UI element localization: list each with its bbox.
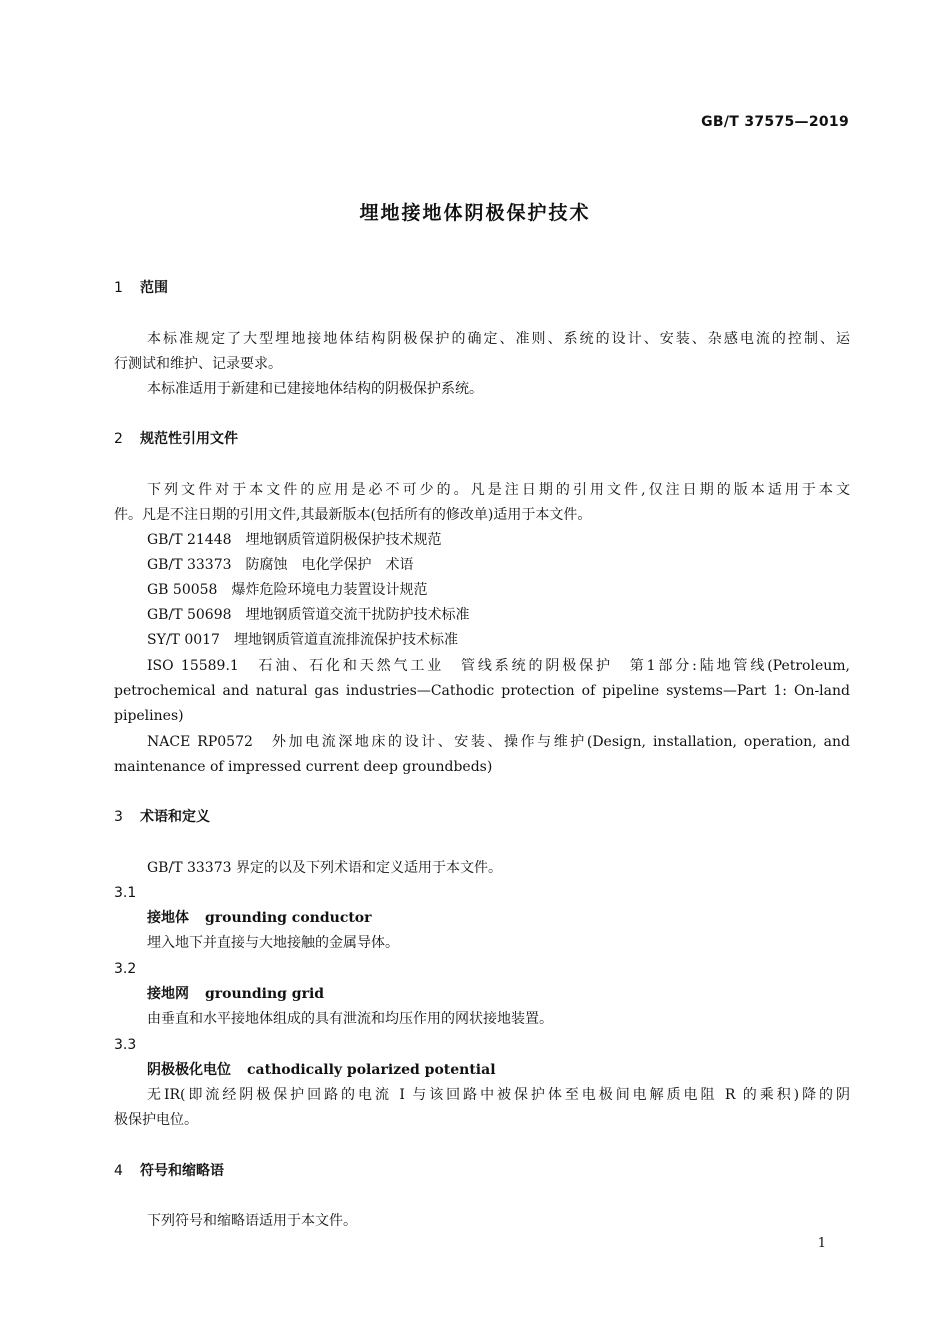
term-entry xyxy=(147,1060,496,1080)
paragraph-line: 下列文件对于本文件的应用是必不可少的。凡是注日期的引用文件,仅注日期的版本适用于本文 xyxy=(147,482,850,498)
reference-item xyxy=(147,530,442,550)
section-title: 符号和缩略语 xyxy=(140,1163,224,1179)
term-definition: 埋入地下并直接与大地接触的金属导体。 xyxy=(147,935,399,951)
reference-title: 埋地钢质管道阴极保护技术规范 xyxy=(245,532,442,548)
reference-title: 埋地钢质管道直流排流保护技术标准 xyxy=(233,632,458,648)
term-number: 3.1 xyxy=(114,885,137,901)
page-number: 1 xyxy=(817,1236,826,1251)
section-title: 术语和定义 xyxy=(140,809,210,825)
section-heading-symbols xyxy=(114,1161,224,1181)
term-chinese: 接地体 xyxy=(147,910,189,926)
term-number: 3.3 xyxy=(114,1037,137,1053)
reference-title: 防腐蚀 电化学保护 术语 xyxy=(245,557,414,573)
reference-code: GB 50058 xyxy=(147,582,218,598)
paragraph-line: 本标准规定了大型埋地接地体结构阴极保护的确定、准则、系统的设计、安装、杂感电流的控制、运 xyxy=(147,331,850,347)
reference-item xyxy=(147,555,414,575)
paragraph-line: 件。凡是不注日期的引用文件,其最新版本(包括所有的修改单)适用于本文件。 xyxy=(114,507,592,523)
section-heading-normative-references xyxy=(114,429,238,449)
reference-item-nace-line: NACE RP0572 外加电流深地床的设计、安装、操作与维护(Design, installation, operation, and xyxy=(147,734,850,750)
reference-item-iso-line: ISO 15589.1 石油、石化和天然气工业 管线系统的阴极保护 第1部分:陆地管线(Petroleum, xyxy=(147,658,850,674)
section-title: 规范性引用文件 xyxy=(140,431,238,447)
term-english: grounding conductor xyxy=(205,910,372,926)
reference-item-iso-line: pipelines) xyxy=(114,708,184,724)
term-definition: 无IR(即流经阴极保护回路的电流 I 与该回路中被保护体至电极间电解质电阻 R 的乘积)降的阴 xyxy=(147,1087,850,1103)
reference-item xyxy=(147,630,458,650)
reference-code: GB/T 50698 xyxy=(147,607,232,623)
section-number: 1 xyxy=(114,280,123,296)
term-chinese: 接地网 xyxy=(147,986,189,1002)
paragraph-line: 行测试和维护、记录要求。 xyxy=(114,356,282,372)
term-entry xyxy=(147,908,372,928)
term-entry xyxy=(147,984,324,1004)
paragraph-line: 本标准适用于新建和已建接地体结构的阴极保护系统。 xyxy=(147,381,483,397)
section-title: 范围 xyxy=(140,280,168,296)
reference-code: SY/T 0017 xyxy=(147,632,220,648)
reference-title: 爆炸危险环境电力装置设计规范 xyxy=(231,582,428,598)
paragraph-line: GB/T 33373 界定的以及下列术语和定义适用于本文件。 xyxy=(147,860,502,876)
reference-code: GB/T 33373 xyxy=(147,557,232,573)
paragraph-line: 下列符号和缩略语适用于本文件。 xyxy=(147,1213,357,1229)
document-code: GB/T 37575—2019 xyxy=(701,114,849,130)
term-definition: 由垂直和水平接地体组成的具有泄流和均压作用的网状接地装置。 xyxy=(147,1011,553,1027)
section-number: 4 xyxy=(114,1163,123,1179)
reference-item xyxy=(147,580,427,600)
reference-title: 埋地钢质管道交流干扰防护技术标准 xyxy=(245,607,470,623)
term-english: grounding grid xyxy=(205,986,325,1002)
term-english: cathodically polarized potential xyxy=(247,1062,496,1078)
term-number: 3.2 xyxy=(114,961,137,977)
reference-item-iso-line: petrochemical and natural gas industries—Cathodic protection of pipeline systems—Part 1: On-land xyxy=(114,683,850,699)
term-chinese: 阴极极化电位 xyxy=(147,1062,231,1078)
reference-item xyxy=(147,605,470,625)
section-number: 2 xyxy=(114,431,123,447)
section-number: 3 xyxy=(114,809,123,825)
reference-code: GB/T 21448 xyxy=(147,532,232,548)
document-title: 埋地接地体阴极保护技术 xyxy=(359,202,591,224)
reference-item-nace-line: maintenance of impressed current deep groundbeds) xyxy=(114,759,493,775)
section-heading-terms xyxy=(114,807,210,827)
term-definition: 极保护电位。 xyxy=(114,1112,198,1128)
section-heading-scope xyxy=(114,278,168,298)
